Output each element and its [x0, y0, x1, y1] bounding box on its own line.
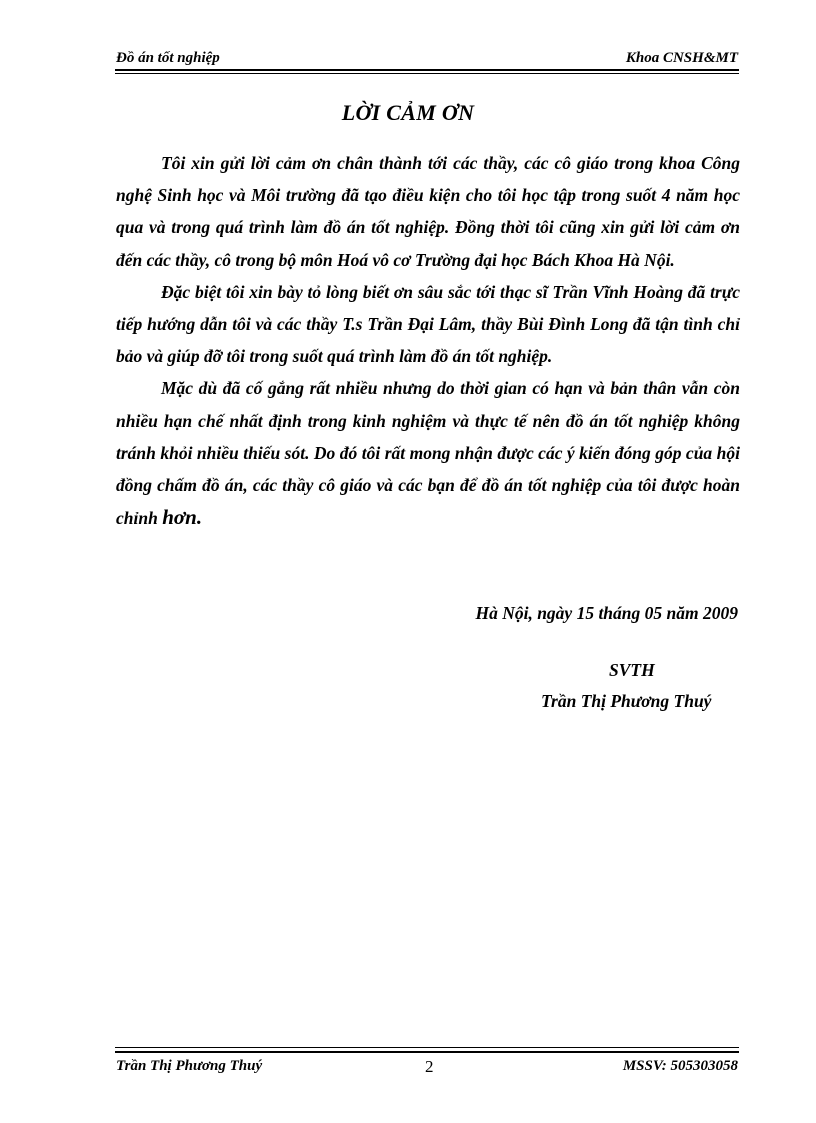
header-right-text: Khoa CNSH&MT: [625, 50, 738, 66]
signature-name: Trần Thị Phương Thuý: [541, 691, 712, 711]
footer-author: Trần Thị Phương Thuý: [116, 1058, 263, 1074]
paragraph-3: [116, 372, 740, 534]
signature-role: SVTH: [609, 660, 655, 680]
paragraph-1: Tôi xin gửi lời cảm ơn chân thành tới các thầy, các cô giáo trong khoa Công nghệ Sinh học và Môi trường đã tạo điều kiện cho tôi học tập trong suốt 4 năm học qua và trong quá trình làm đồ án tốt nghiệp. Đồng thời tôi cũng xin gửi lời cảm ơn đến các thầy, cô trong bộ môn Hoá vô cơ Trường đại học Bách Khoa Hà Nội.: [116, 153, 740, 270]
page-footer: [115, 1051, 739, 1079]
footer-student-id: MSSV: 505303058: [622, 1058, 738, 1074]
page-header: [115, 47, 739, 71]
paragraph-2: Đặc biệt tôi xin bày tỏ lòng biết ơn sâu sắc tới thạc sĩ Trần Vĩnh Hoàng đã trực tiếp hướng dẫn tôi và các thầy T.s Trần Đại Lâm, thầy Bùi Đình Long đã tận tình chỉ bảo và giúp đỡ tôi trong suốt quá trình làm đồ án tốt nghiệp.: [116, 281, 740, 367]
paragraph-3-text: Mặc dù đã cố gắng rất nhiều nhưng do thời gian có hạn và bản thân vẫn còn nhiều hạn chế nhất định trong kinh nghiệm và thực tế nên đồ án tốt nghiệp không tránh khỏi nhiều thiếu sót. Do đó tôi rất mong nhận được các ý kiến đóng góp của hội đồng chấm đồ án, các thầy cô giáo và các bạn để đồ án tốt nghiệp của tôi được hoàn chỉnh: [116, 378, 740, 529]
signature-date: Hà Nội, ngày 15 tháng 05 năm 2009: [475, 603, 738, 623]
acknowledgement-body: [116, 147, 740, 534]
paragraph-3-last-word: hơn.: [162, 505, 203, 530]
page-number: 2: [425, 1057, 434, 1076]
page-title: LỜI CẢM ƠN: [341, 100, 475, 125]
header-left-text: Đồ án tốt nghiệp: [116, 50, 220, 66]
